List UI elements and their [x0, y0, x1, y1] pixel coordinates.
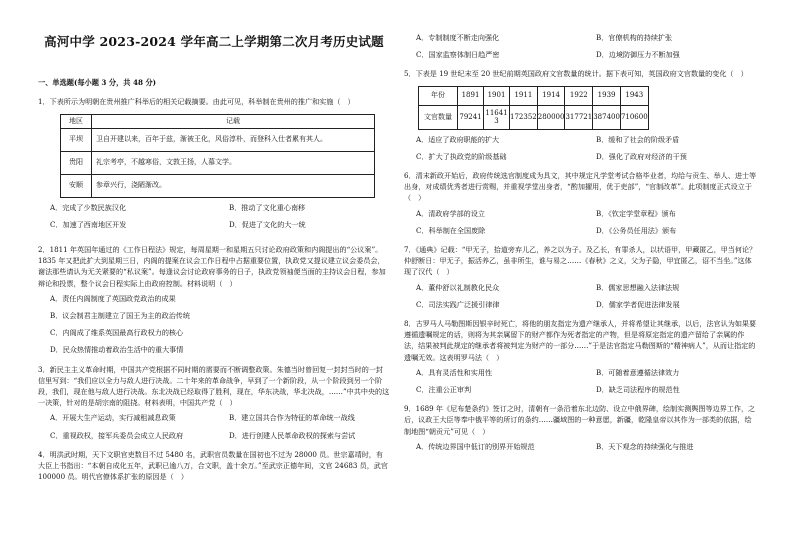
table-row	[61, 128, 375, 151]
table-row	[61, 174, 375, 197]
table-row-years	[419, 86, 649, 105]
region-cell: 安顺	[61, 174, 92, 197]
year-cell: 1939	[593, 86, 621, 105]
question-1-options	[38, 202, 390, 236]
option-d[interactable]: D．进行创建人民革命政权的探索与尝试	[229, 430, 356, 440]
option-a[interactable]: A．具有灵活性和实用性	[416, 367, 493, 377]
record-cell: 参章兴行，浇陋渐改。	[92, 174, 375, 197]
option-c[interactable]: C．国家监察体制日趋严密	[416, 50, 500, 60]
option-a[interactable]: A．适应了政府职能的扩大	[416, 134, 500, 144]
count-cell: 317721	[565, 105, 593, 129]
option-b[interactable]: B．可随着意遵循法律效力	[596, 367, 680, 377]
question-2-stem: 2．1811 年英国年通过的《工作日程法》规定，每周星期一和星期五只讨论政府政策和内阁提出的“公议案”。1835 年又把此扩大到星期三日，内阁的提案在议会工作日程中占据重要位置，执政党又提议建立议会委员会，谢法那些请认为无关紧要的“私议案”。每逢议会讨论政府事务的日子，执政党领袖便当面的主持议会日程，参加辩论和投票，整个议会日程实际上由政府控制。材料说明（ ）	[38, 245, 386, 288]
question-1-table	[60, 114, 375, 198]
question-9-stem: 9．1689 年《尼布楚条约》签订之时，清朝有一条沿着东北边防、设立中俄界碑，绘制实测舆图等边界工作，之后，议政王大臣等奉中俄平等的所订的条约……疆域图的一种意愿，新疆，乾隆皇帝以其作为一部类的依据，绘制地图“朝贡元”可见（ ）	[404, 404, 756, 436]
question-5-table	[418, 86, 649, 130]
region-cell: 平坝	[61, 128, 92, 151]
table-header-row	[61, 114, 375, 128]
question-7-stem: 7．《通典》记载：“甲无子，拾道旁弃儿乙，养之以为子。及乙长，有罪杀人，以状语甲，甲藏匿乙，甲当何论？仲舒断日：甲无子，振活养乙，虽非所生，谁与易之……《春秋》之义，父为子隐，甲宜匿乙，诏不当坐。”这体现了汉代（ ）	[404, 245, 757, 277]
option-d[interactable]: D．民众热情推动着政治生活中的重大事情	[50, 345, 184, 355]
year-cell: 1943	[620, 86, 648, 105]
option-d[interactable]: D．强化了政府对经济的干预	[596, 151, 687, 161]
question-8-options	[404, 367, 758, 401]
count-cell: 710600	[620, 105, 648, 129]
option-a[interactable]: A．开展大生产运动，实行减租减息政策	[50, 413, 176, 423]
option-b[interactable]: B．缓和了社会的阶级矛盾	[596, 134, 680, 144]
option-d[interactable]: D．促进了文化的大一统	[229, 219, 306, 229]
question-5-stem: 5．下表是 19 世纪末至 20 世纪前期英国政府文官数量的统计。据下表可知，英国政府文官数量的变化（ ）	[404, 69, 748, 79]
question-4-options	[404, 32, 758, 66]
year-cell: 1914	[537, 86, 565, 105]
option-d[interactable]: D．儒家学者促进法律发展	[596, 299, 680, 309]
option-c[interactable]: C．加速了西南地区开发	[50, 219, 127, 229]
option-a[interactable]: A．董仲舒以礼制教化民众	[416, 282, 500, 292]
option-b[interactable]: B．官僚机构的持续扩张	[596, 33, 673, 42]
option-c[interactable]: C．重视政权，接军兵委员会成立人民政府	[50, 430, 184, 440]
option-d[interactable]: D．边境防御压力不断加强	[596, 50, 680, 60]
option-a[interactable]: A．传统边界国中低订的别界开始规范	[416, 441, 535, 451]
question-2-options	[38, 293, 390, 356]
option-b[interactable]: B．《钦定学堂章程》颁布	[596, 208, 676, 218]
option-c[interactable]: C．扩大了执政党的阶级基础	[416, 151, 507, 161]
header-record: 记载	[92, 114, 375, 128]
option-a[interactable]: A．责任内阁制度了英国政党政治的成果	[50, 293, 176, 303]
option-c[interactable]: C．内阁成了维系英国最高行政权力的核心	[50, 328, 184, 338]
option-a[interactable]: A．专制制度不断走向强化	[416, 33, 500, 42]
years-label: 年份	[419, 86, 458, 105]
option-b[interactable]: B．建立国共合作为特征的革命统一战线	[229, 413, 355, 423]
question-8-stem: 8．古罗马人马勒图斯因银辛时死亡，将他的朋友指定为遗产继承人，并将希望让其继承，以后，法官认为如果要遵循遗嘱规定的话，则将为其亲属留下的财产都作为死者指定的产物，但是将原定指定的遗产留给了亲属的作法，结果被判此规定的继承者将被判定为财产的一部分……”于是法官指定马勒图斯的“精神病人”，从而让指定的遗嘱无效。这表明罗马法（ ）	[404, 319, 757, 362]
year-cell: 1911	[510, 86, 538, 105]
count-cell: 172352	[510, 105, 538, 129]
count-cell: 280000	[537, 105, 565, 129]
region-cell: 贵阳	[61, 151, 92, 174]
table-row	[61, 151, 375, 174]
option-a[interactable]: A．完成了少数民族汉化	[50, 202, 127, 212]
question-1-stem: 1．下表所示为明朝在贵州推广科举后的相关记载摘要。由此可见，科举制在贵州的推广和实施（ ）	[38, 97, 355, 107]
option-b[interactable]: B．推动了文化重心南移	[229, 202, 306, 212]
question-3-stem: 3．新民主主义革命时期，中国共产党根据不同时期的需要而不断调整政策。朱德当时曾回复一封封当时的一封信里写到：“我们应以全力与敌人进行决战。二十年来的革命战争，早到了一个新阶段，从一个阶段到另一个阶段，我们，现在他与敌人进行决战。东北决战已经取得了胜利，现在，华东决战，华北决战，……”中共中央的这一决策，针对的是胡宗南的阻挠。材料表明，中国共产党（ ）	[38, 364, 390, 408]
year-cell: 1922	[565, 86, 593, 105]
question-3-options	[38, 412, 390, 446]
option-c[interactable]: C．司法实践广泛援引律律	[416, 299, 500, 309]
option-c[interactable]: C．注重公正审判	[416, 385, 472, 395]
exam-title: 高河中学 2023-2024 学年高二上学期第二次月考历史试题	[44, 34, 384, 49]
right-column	[404, 0, 758, 458]
header-region: 地区	[61, 114, 92, 128]
option-d[interactable]: D．《公务员任用法》颁布	[596, 225, 677, 235]
record-cell: 礼宗考亭，不越寒俗，文敦王扬，人慕文学。	[92, 151, 375, 174]
count-cell: 79241	[458, 105, 484, 129]
option-a[interactable]: A．清政府学部的设立	[416, 208, 485, 218]
question-4-stem: 4．明洪武时期，天下文职官吏数目不过 5480 名，武职官员数量在国初也不过为 28000 员。世宗嘉靖时，有大臣上书指出：“本朝自成化五年，武职已逾八万，合文职，盖十余万。”至武宗正德年间，文官 24683 员，武官 100000 员。明代官僚体系扩张的原因是（ ）	[38, 449, 388, 482]
option-b[interactable]: B．天下观念的持续强化与推进	[596, 441, 694, 451]
year-cell: 1891	[458, 86, 484, 105]
count-cell: 116413	[484, 105, 510, 129]
left-column	[38, 0, 390, 482]
section-heading: 一、单选题(每小题 3 分，共 48 分)	[38, 78, 157, 88]
record-cell: 卫自开建以来，百年于兹，渐被王化，风俗淳朴，而登科入仕者累有其人。	[92, 128, 375, 151]
count-cell: 387400	[593, 105, 621, 129]
question-7-options	[404, 282, 758, 316]
option-b[interactable]: B．儒家思想融入法律法规	[596, 282, 680, 292]
question-6-options	[404, 208, 758, 242]
counts-label: 文官数量	[419, 105, 458, 129]
question-6-stem: 6．清末新政开始后，政府传统选官制度成为具文，其中规定凡学堂考试合格毕业者，均给与贡生、举人、进士等出身，对成绩优秀者进行赏赐，并重视学堂出身者，“酌加擢用，优于吏部”，“官制改革”。此项制度正式设立于（ ）	[404, 171, 757, 203]
question-5-options	[404, 134, 758, 168]
option-c[interactable]: C．科举制在全国废除	[416, 225, 486, 235]
option-d[interactable]: D．缺乏司法程序的规范性	[596, 385, 680, 395]
question-9-options	[404, 441, 758, 458]
option-b[interactable]: B．议会制君主制建立了国王为主的政治传统	[50, 311, 190, 321]
year-cell: 1901	[484, 86, 510, 105]
table-row-counts	[419, 105, 649, 129]
